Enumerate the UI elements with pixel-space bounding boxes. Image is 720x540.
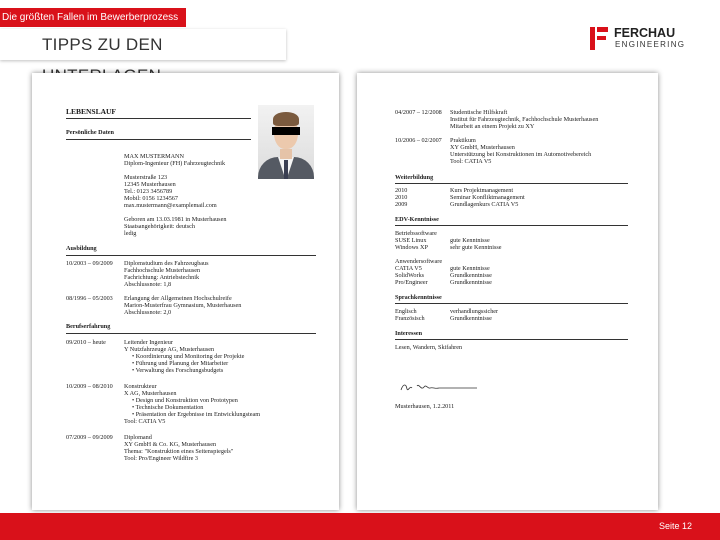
entry-line: Marion-Musterfrau Gymnasium, Musterhausen [124, 302, 242, 309]
section-heading-it: EDV-Kenntnisse [395, 216, 439, 223]
divider [66, 139, 251, 140]
resume-page-1 [32, 73, 339, 510]
divider [395, 183, 628, 184]
it-skill-level: gute Kenntnisse [450, 265, 490, 272]
divider [66, 333, 316, 334]
it-skill-level: Grundkenntnisse [450, 272, 492, 279]
logo-subtitle: ENGINEERING [615, 40, 686, 49]
section-heading-interests: Interessen [395, 330, 423, 337]
entry-date: 10/2009 – 08/2010 [66, 383, 113, 390]
address-street: Musterstraße 123 [124, 174, 168, 181]
entry-line: Tool: Pro/Engineer Wildfire 3 [124, 455, 198, 462]
context-label: Die größten Fallen im Bewerberprozess [2, 12, 179, 23]
divider [395, 303, 628, 304]
entry-line: Konstrukteur [124, 383, 157, 390]
bullet-item: • Koordinierung und Monitoring der Projekte [132, 353, 245, 360]
mobile: Mobil: 0156 1234567 [124, 195, 178, 202]
entry-line: Abschlussnote: 2,0 [124, 309, 172, 316]
it-skill-name: SolidWorks [395, 272, 425, 279]
language-name: Englisch [395, 308, 417, 315]
email: max.mustermann@examplemail.com [124, 202, 217, 209]
training-year: 2010 [395, 194, 408, 201]
marital-status: ledig [124, 230, 137, 237]
section-heading-work: Berufserfahrung [66, 323, 111, 330]
bullet-item: • Design und Konstruktion von Prototypen [132, 397, 238, 404]
section-heading-education: Ausbildung [66, 245, 97, 252]
it-skill-name: CATIA V5 [395, 265, 422, 272]
entry-line: Leitender Ingenieur [124, 339, 173, 346]
entry-line: Diplomstudium des Fahrzeugbaus [124, 260, 209, 267]
entry-line: Unterstützung bei Konstruktionen im Automotivebereich [450, 151, 592, 158]
language-name: Französisch [395, 315, 425, 322]
entry-line: Diplomand [124, 434, 152, 441]
it-skill-name: Pro/Engineer [395, 279, 428, 286]
divider [395, 339, 628, 340]
language-level: Grundkenntnisse [450, 315, 492, 322]
entry-date: 07/2009 – 09/2009 [66, 434, 113, 441]
logo-name: FERCHAU [614, 26, 676, 40]
address-city: 12345 Musterhausen [124, 181, 176, 188]
training-item: Kurs Projektmanagement [450, 187, 514, 194]
ferchau-logo-mark-icon [588, 26, 612, 52]
entry-line: Institut für Fahrzeugtechnik, Fachhochschule Musterhausen [450, 116, 599, 123]
signature-image [399, 380, 479, 394]
language-level: verhandlungssicher [450, 308, 499, 315]
entry-line: Tool: CATIA V5 [450, 158, 492, 165]
resume-title: LEBENSLAUF [66, 107, 117, 116]
section-heading-languages: Sprachkenntnisse [395, 294, 442, 301]
training-item: Grundlagenkurs CATIA V5 [450, 201, 519, 208]
footer-bar [0, 513, 720, 540]
interests-text: Lesen, Wandern, Skifahren [395, 344, 463, 351]
slide-title-text: TIPPS ZU DEN [42, 35, 163, 54]
entry-line: Thema: "Konstruktion eines Seitenspiegels" [124, 448, 234, 455]
resume-page-2 [357, 73, 658, 510]
entry-date: 10/2006 – 02/2007 [395, 137, 442, 144]
entry-line: Abschlussnote: 1,8 [124, 281, 172, 288]
entry-line: X AG, Musterhausen [124, 390, 177, 397]
it-category: Anwendersoftware [395, 258, 443, 265]
phone: Tel.: 0123 3456789 [124, 188, 173, 195]
bullet-item: • Führung und Planung der Mitarbeiter [132, 360, 229, 367]
it-skill-name: Windows XP [395, 244, 428, 251]
applicant-degree: Diplom-Ingenieur (FH) Fahrzeugtechnik [124, 160, 226, 167]
entry-line: Erlangung der Allgemeinen Hochschulreife [124, 295, 232, 302]
divider [395, 225, 628, 226]
slide-title [0, 29, 286, 60]
it-skill-name: SUSE Linux [395, 237, 427, 244]
bullet-item: • Verwaltung des Forschungsbudgets [132, 367, 224, 374]
divider [66, 255, 316, 256]
place-date: Musterhausen, 1.2.2011 [395, 403, 455, 410]
it-skill-level: sehr gute Kenntnisse [450, 244, 502, 251]
presentation-context-bar [0, 8, 186, 27]
page-number: Seite 12 [658, 521, 692, 531]
it-skill-level: Grundkenntnisse [450, 279, 492, 286]
entry-tool: Tool: CATIA V5 [124, 418, 166, 425]
entry-line: XY GmbH & Co. KG, Musterhausen [124, 441, 217, 448]
entry-line: Fachhochschule Musterhausen [124, 267, 201, 274]
entry-line: Mitarbeit an einem Projekt zu XY [450, 123, 535, 130]
section-heading-personal: Persönliche Daten [66, 129, 114, 136]
entry-date: 10/2003 – 09/2009 [66, 260, 113, 267]
training-year: 2009 [395, 201, 408, 208]
it-category: Betriebssoftware [395, 230, 437, 237]
training-item: Seminar Konfliktmanagement [450, 194, 525, 201]
entry-line: Praktikum [450, 137, 476, 144]
bullet-item: • Präsentation der Ergebnisse im Entwicklungsteam [132, 411, 261, 418]
divider [66, 118, 251, 119]
entry-line: Fachrichtung: Antriebstechnik [124, 274, 200, 281]
section-heading-training: Weiterbildung [395, 174, 434, 181]
bullet-item: • Technische Dokumentation [132, 404, 204, 411]
training-year: 2010 [395, 187, 408, 194]
applicant-photo [258, 105, 314, 179]
entry-line: Y Nutzfahrzeuge AG, Musterhausen [124, 346, 215, 353]
applicant-name: MAX MUSTERMANN [124, 153, 184, 160]
birth-info: Geboren am 13.03.1981 in Musterhausen [124, 216, 227, 223]
it-skill-level: gute Kenntnisse [450, 237, 490, 244]
entry-date: 04/2007 – 12/2008 [395, 109, 442, 116]
entry-date: 09/2010 – heute [66, 339, 106, 346]
nationality: Staatsangehörigkeit: deutsch [124, 223, 195, 230]
ferchau-logo [588, 26, 688, 52]
entry-line: XY GmbH, Musterhausen [450, 144, 515, 151]
entry-line: Studentische Hilfskraft [450, 109, 508, 116]
entry-date: 08/1996 – 05/2003 [66, 295, 113, 302]
